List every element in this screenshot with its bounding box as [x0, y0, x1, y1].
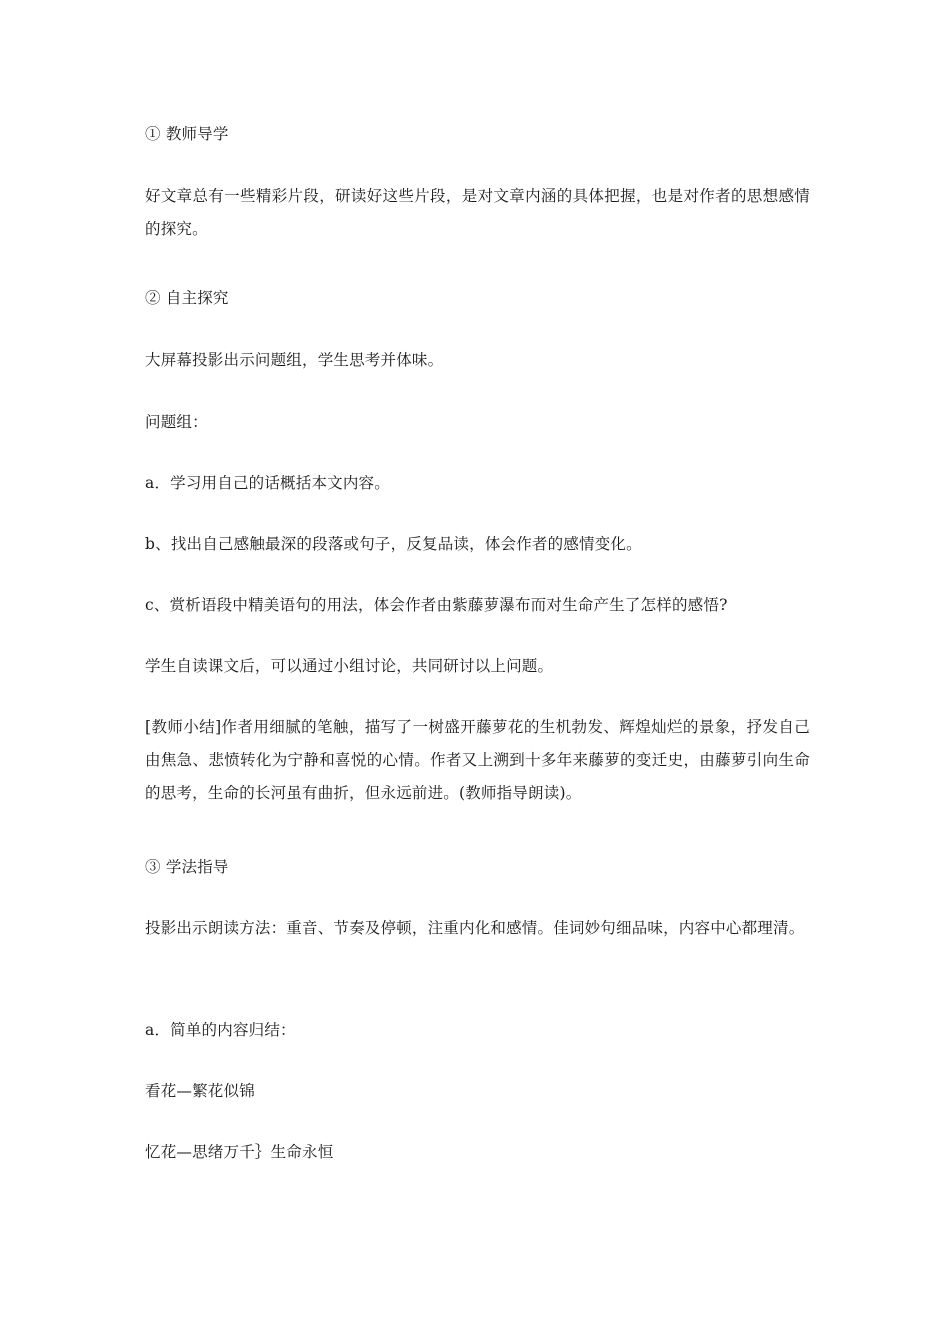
- document-page: [145, 0, 810, 1344]
- paragraph-teacher-summary: [教师小结]作者用细腻的笔触，描写了一树盛开藤萝花的生机勃发、辉煌灿烂的景象，抒发自己由焦急、悲愤转化为宁静和喜悦的心情。作者又上溯到十多年来藤萝的变迁史，由藤萝引向生命的思考，生命的长河虽有曲折，但永远前进。(教师指导朗读)。: [145, 718, 810, 802]
- summary-line-recall-flower: 忆花—思绪万千｝生命永恒: [145, 1143, 334, 1161]
- paragraph-group-discussion: 学生自读课文后，可以通过小组讨论，共同研讨以上问题。: [145, 657, 554, 675]
- paragraph-intro: 好文章总有一些精彩片段，研读好这些片段，是对文章内涵的具体把握，也是对作者的思想感情的探究。: [145, 187, 810, 238]
- question-c: c、赏析语段中精美语句的用法，体会作者由紫藤萝瀑布而对生命产生了怎样的感悟?: [145, 596, 728, 614]
- question-b: b、找出自己感触最深的段落或句子，反复品读，体会作者的感情变化。: [145, 535, 642, 553]
- summary-line-look-flower: 看花—繁花似锦: [145, 1082, 255, 1100]
- paragraph-reading-method: 投影出示朗读方法：重音、节奏及停顿，注重内化和感情。佳词妙句细品味，内容中心都理清。: [145, 919, 805, 937]
- paragraph-question-group-label: 问题组：: [145, 413, 208, 431]
- question-a: a．学习用自己的话概括本文内容。: [145, 474, 390, 492]
- section-heading-teacher-guide: ① 教师导学: [145, 125, 229, 143]
- section-heading-study-method: ③ 学法指导: [145, 858, 229, 876]
- paragraph-content-summary-label: a．简单的内容归结：: [145, 1021, 296, 1039]
- section-heading-self-exploration: ② 自主探究: [145, 289, 229, 307]
- paragraph-projection: 大屏幕投影出示问题组，学生思考并体味。: [145, 351, 444, 369]
